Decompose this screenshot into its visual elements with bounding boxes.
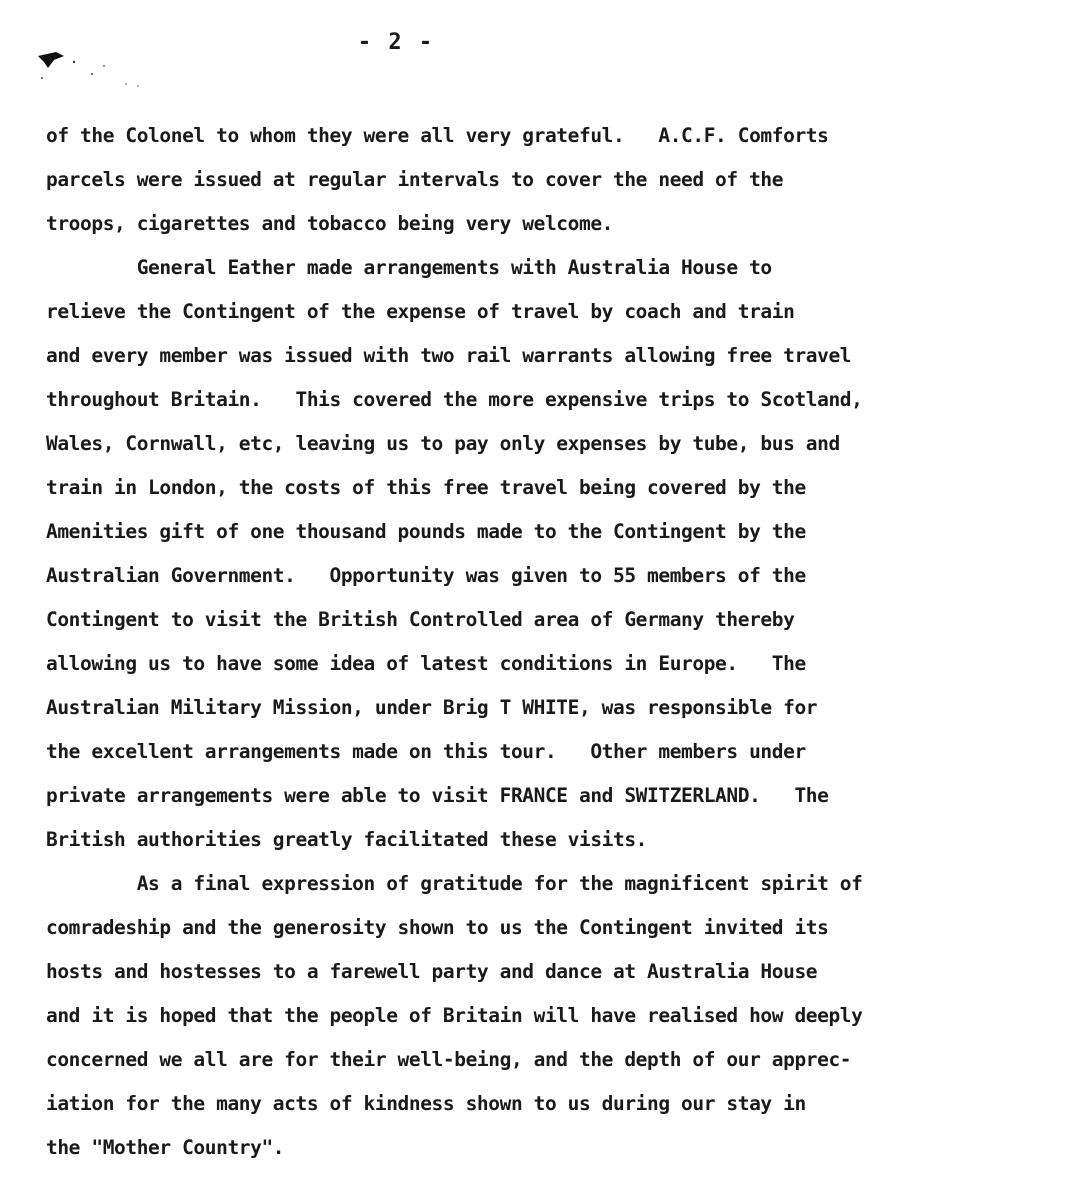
text-line: the "Mother Country". bbox=[46, 1136, 285, 1159]
text-line: General Eather made arrangements with Australia House to bbox=[46, 256, 772, 279]
text-line: As a final expression of gratitude for the magnificent spirit of bbox=[46, 872, 863, 895]
text-line: Amenities gift of one thousand pounds made to the Contingent by the bbox=[46, 520, 806, 543]
text-line: Wales, Cornwall, etc, leaving us to pay only expenses by tube, bus and bbox=[46, 432, 840, 455]
text-line: Contingent to visit the British Controlled area of Germany thereby bbox=[46, 608, 795, 631]
text-line: train in London, the costs of this free travel being covered by the bbox=[46, 476, 806, 499]
text-line: hosts and hostesses to a farewell party and dance at Australia House bbox=[46, 960, 818, 983]
text-line: Australian Government. Opportunity was given to 55 members of the bbox=[46, 564, 806, 587]
page-number: - 2 - bbox=[357, 30, 435, 55]
text-line: throughout Britain. This covered the more expensive trips to Scotland, bbox=[46, 388, 863, 411]
text-line: and every member was issued with two rail warrants allowing free travel bbox=[46, 344, 852, 367]
text-line: iation for the many acts of kindness shown to us during our stay in bbox=[46, 1092, 806, 1115]
text-line: allowing us to have some idea of latest conditions in Europe. The bbox=[46, 652, 806, 675]
ink-smudge bbox=[34, 44, 154, 94]
text-line: of the Colonel to whom they were all very grateful. A.C.F. Comforts bbox=[46, 124, 829, 147]
text-line: and it is hoped that the people of Britain will have realised how deeply bbox=[46, 1004, 863, 1027]
text-line: troops, cigarettes and tobacco being very welcome. bbox=[46, 212, 613, 235]
text-line: Australian Military Mission, under Brig T WHITE, was responsible for bbox=[46, 696, 818, 719]
text-line: concerned we all are for their well-being, and the depth of our apprec- bbox=[46, 1048, 852, 1071]
text-line: British authorities greatly facilitated these visits. bbox=[46, 828, 648, 851]
text-line: private arrangements were able to visit FRANCE and SWITZERLAND. The bbox=[46, 784, 829, 807]
text-line: parcels were issued at regular intervals to cover the need of the bbox=[46, 168, 784, 191]
text-line: relieve the Contingent of the expense of travel by coach and train bbox=[46, 300, 795, 323]
text-line: comradeship and the generosity shown to us the Contingent invited its bbox=[46, 916, 829, 939]
text-line: the excellent arrangements made on this tour. Other members under bbox=[46, 740, 806, 763]
body-text bbox=[46, 114, 1046, 1170]
